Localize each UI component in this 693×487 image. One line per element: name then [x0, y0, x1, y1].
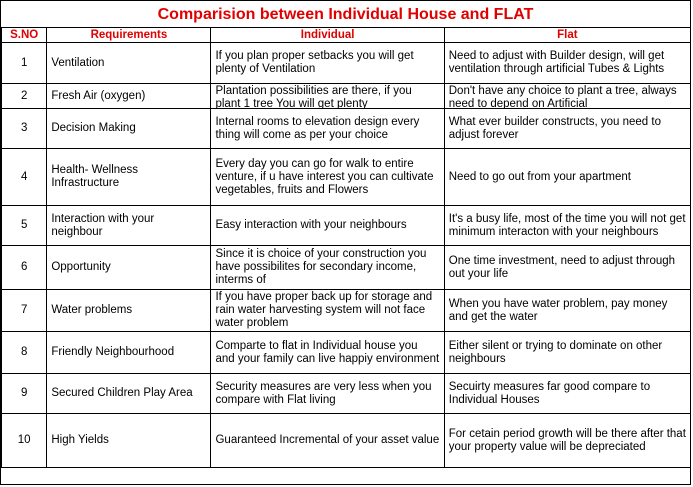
table-row	[2, 109, 691, 149]
table-row	[2, 374, 691, 414]
cell-flat	[444, 332, 690, 374]
header-requirements: Requirements	[47, 28, 211, 43]
cell-requirement	[47, 290, 211, 332]
cell-individual-text: Since it is choice of your construction you have possibilites for secondary income, interms of	[215, 248, 427, 286]
header-individual: Individual	[211, 28, 444, 43]
cell-flat	[444, 84, 690, 109]
cell-requirement	[47, 84, 211, 109]
cell-flat	[444, 43, 690, 84]
cell-requirement	[47, 374, 211, 414]
cell-individual-text: Plantation possibilities are there, if you plant 1 tree You will get plenty	[215, 84, 412, 108]
cell-individual-text: If you plan proper setbacks you will get plenty of Ventilation	[215, 50, 414, 75]
cell-individual	[211, 374, 444, 414]
cell-sno	[2, 149, 47, 206]
cell-flat-text: Need to adjust with Builder design, will get ventilation through artificial Tubes & Lights	[448, 50, 665, 75]
cell-individual	[211, 414, 444, 468]
cell-sno-text: 2	[20, 89, 28, 102]
cell-individual-text: Every day you can go for walk to entire venture, if u have interest you can cultivate vegetables, fruits and Flowers	[215, 157, 434, 196]
cell-requirement-text: Fresh Air (oxygen)	[51, 89, 146, 102]
cell-individual-text: Internal rooms to elevation design every thing will come as per your choice	[215, 115, 420, 141]
cell-sno-text: 10	[17, 434, 31, 446]
cell-sno	[2, 109, 47, 149]
header-flat: Flat	[444, 28, 690, 43]
table-row	[2, 246, 691, 290]
cell-requirement-text: Health- Wellness Infrastructure	[51, 164, 139, 189]
cell-sno-text: 8	[20, 346, 28, 358]
cell-individual	[211, 290, 444, 332]
cell-sno-text: 1	[20, 56, 28, 69]
cell-flat-text: Either silent or trying to dominate on other neighbours	[448, 339, 663, 365]
table-row	[2, 206, 691, 246]
table-row	[2, 414, 691, 468]
cell-flat-text: Need to go out from your apartment	[448, 170, 631, 183]
cell-requirement-text: Friendly Neighbourhood	[51, 346, 175, 358]
cell-requirement-text: Opportunity	[51, 261, 111, 273]
cell-flat-text: One time investment, need to adjust through out your life	[448, 254, 676, 280]
table-row	[2, 84, 691, 109]
table-row	[2, 43, 691, 84]
cell-requirement-text: Decision Making	[51, 122, 136, 134]
cell-flat-text: When you have water problem, pay money and get the water	[448, 297, 668, 323]
cell-individual	[211, 43, 444, 84]
table-row	[2, 290, 691, 332]
cell-requirement	[47, 332, 211, 374]
sheet-title: Comparision between Individual House and FLAT	[1, 1, 690, 28]
cell-requirement	[47, 43, 211, 84]
cell-requirement	[47, 246, 211, 290]
cell-individual	[211, 84, 444, 109]
cell-sno	[2, 206, 47, 246]
cell-sno	[2, 246, 47, 290]
cell-individual-text: Guaranteed Incremental of your asset value	[215, 434, 440, 446]
cell-individual-text: Comparte to flat in Individual house you and your family can live happiy environment	[215, 339, 440, 365]
cell-flat	[444, 290, 690, 332]
comparison-table	[1, 27, 691, 468]
cell-individual	[211, 246, 444, 290]
cell-flat	[444, 149, 690, 206]
cell-individual	[211, 206, 444, 246]
cell-flat-text: For cetain period growth will be there after that your property value will be depreciated	[448, 427, 686, 453]
cell-requirement-text: Water problems	[51, 304, 133, 316]
cell-flat	[444, 206, 690, 246]
cell-flat-text: It's a busy life, most of the time you will not get minimum interacton with your neighbours	[448, 212, 686, 238]
cell-sno	[2, 374, 47, 414]
table-row	[2, 149, 691, 206]
cell-sno-text: 3	[20, 122, 28, 134]
cell-individual	[211, 332, 444, 374]
cell-individual-text: Security measures are very less when you compare with Flat living	[215, 380, 432, 406]
cell-requirement-text: Secured Children Play Area	[51, 387, 193, 399]
cell-requirement	[47, 206, 211, 246]
cell-individual-text: If you have proper back up for storage and rain water harvesting system will not face water problem	[215, 291, 433, 329]
cell-sno-text: 7	[20, 304, 28, 316]
cell-flat	[444, 109, 690, 149]
cell-individual	[211, 149, 444, 206]
cell-sno	[2, 414, 47, 468]
cell-requirement	[47, 109, 211, 149]
cell-sno	[2, 332, 47, 374]
cell-sno-text: 5	[20, 219, 28, 231]
cell-sno	[2, 84, 47, 109]
cell-flat-text: Secuirty measures far good compare to Individual Houses	[448, 380, 651, 406]
cell-flat-text: Don't have any choice to plant a tree, always need to depend on Artificial	[448, 84, 677, 108]
table-row	[2, 332, 691, 374]
cell-requirement-text: Interaction with your neighbour	[51, 212, 155, 238]
cell-flat	[444, 414, 690, 468]
cell-individual-text: Easy interaction with your neighbours	[215, 219, 407, 231]
cell-sno-text: 6	[20, 261, 28, 273]
cell-flat	[444, 246, 690, 290]
cell-flat	[444, 374, 690, 414]
cell-sno-text: 9	[20, 387, 28, 399]
cell-requirement	[47, 414, 211, 468]
cell-sno	[2, 290, 47, 332]
cell-individual	[211, 109, 444, 149]
cell-flat-text: What ever builder constructs, you need to adjust forever	[448, 115, 661, 141]
cell-sno	[2, 43, 47, 84]
header-row	[2, 28, 691, 43]
cell-requirement-text: Ventilation	[51, 56, 105, 69]
cell-sno-text: 4	[20, 170, 28, 183]
cell-requirement	[47, 149, 211, 206]
header-sno: S.NO	[2, 28, 47, 43]
cell-requirement-text: High Yields	[51, 434, 109, 446]
